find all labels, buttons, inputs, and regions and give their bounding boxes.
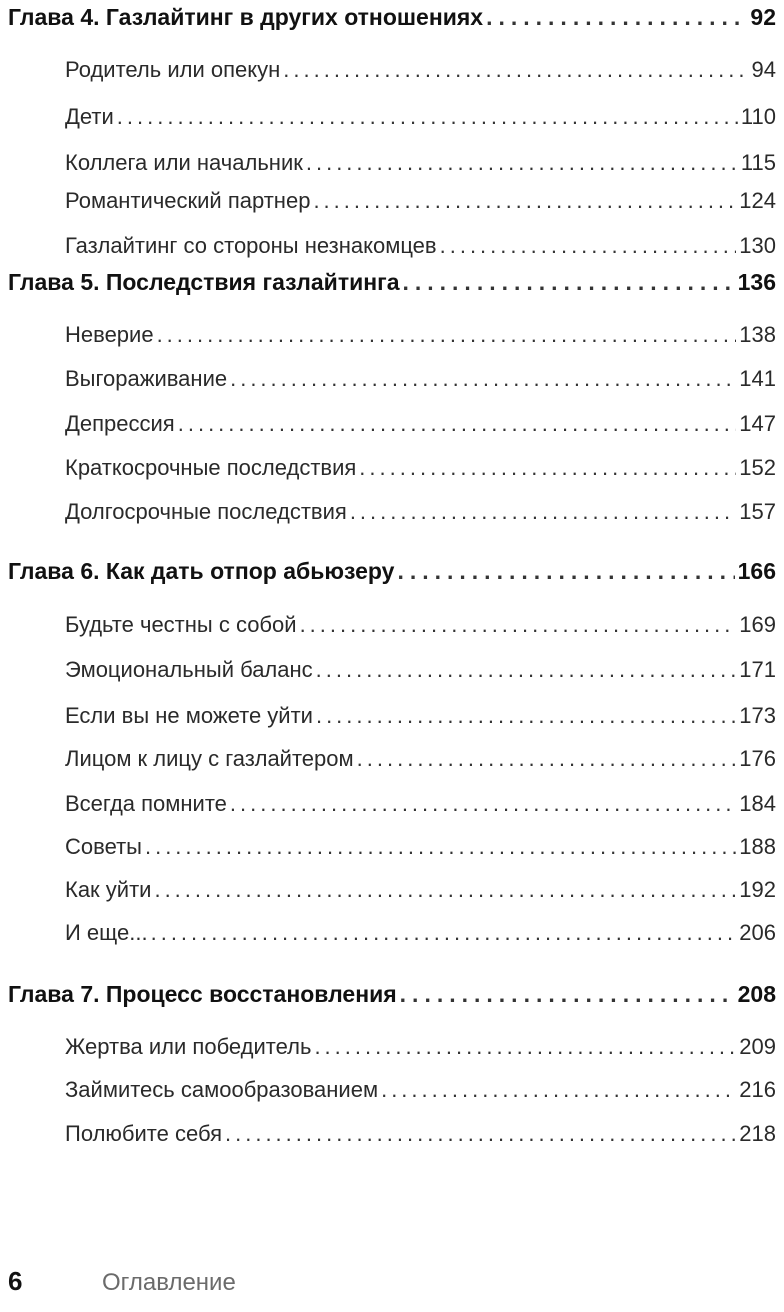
section-title: Лицом к лицу с газлайтером: [65, 746, 354, 771]
section-page-number: 157: [739, 499, 776, 524]
dot-leader: [397, 558, 734, 585]
section-entry[interactable]: [0, 233, 784, 259]
section-title: Полюбите себя: [65, 1121, 222, 1146]
section-page-number: 209: [739, 1034, 776, 1059]
dot-leader: [381, 1077, 736, 1103]
section-title: Будьте честны с собой: [65, 612, 297, 637]
section-entry[interactable]: [0, 657, 784, 683]
section-title: Краткосрочные последствия: [65, 455, 357, 480]
section-entry[interactable]: [0, 877, 784, 903]
section-title: Жертва или победитель: [65, 1034, 312, 1059]
section-page-number: 152: [739, 455, 776, 480]
section-entry[interactable]: [0, 499, 784, 525]
section-entry[interactable]: [0, 746, 784, 772]
dot-leader: [313, 188, 736, 214]
chapter-title: Глава 4. Газлайтинг в других отношениях: [8, 4, 484, 30]
chapter-page-number: 136: [737, 269, 776, 295]
dot-leader: [402, 269, 734, 296]
section-page-number: 138: [739, 322, 776, 347]
section-entry[interactable]: [0, 455, 784, 481]
dot-leader: [145, 834, 736, 860]
page-number: 6: [8, 1266, 23, 1296]
chapter-entry[interactable]: [0, 4, 784, 31]
section-page-number: 206: [739, 920, 776, 945]
section-entry[interactable]: [0, 703, 784, 729]
dot-leader: [283, 57, 748, 83]
dot-leader: [151, 920, 737, 946]
section-entry[interactable]: [0, 411, 784, 437]
section-page-number: 176: [739, 746, 776, 771]
section-entry[interactable]: [0, 920, 784, 946]
section-entry[interactable]: [0, 1034, 784, 1060]
section-page-number: 110: [740, 104, 776, 129]
chapter-page-number: 166: [737, 558, 776, 584]
dot-leader: [357, 746, 737, 772]
section-page-number: 216: [739, 1077, 776, 1102]
section-title: Депрессия: [65, 411, 175, 436]
section-title: Всегда помните: [65, 791, 227, 816]
section-entry[interactable]: [0, 1121, 784, 1147]
section-title: Эмоциональный баланс: [65, 657, 313, 682]
chapter-title: Глава 6. Как дать отпор абьюзеру: [8, 558, 395, 584]
dot-leader: [225, 1121, 736, 1147]
section-title: Родитель или опекун: [65, 57, 281, 82]
section-title: Долгосрочные последствия: [65, 499, 347, 524]
section-page-number: 124: [739, 188, 776, 213]
section-entry[interactable]: [0, 57, 784, 83]
section-page-number: 94: [751, 57, 776, 82]
section-page-number: 192: [739, 877, 776, 902]
dot-leader: [359, 455, 736, 481]
dot-leader: [486, 4, 747, 31]
section-page-number: 169: [739, 612, 776, 637]
section-title: Газлайтинг со стороны незнакомцев: [65, 233, 437, 258]
dot-leader: [117, 104, 738, 130]
chapter-title: Глава 7. Процесс восстановления: [8, 981, 397, 1007]
dot-leader: [314, 1034, 736, 1060]
dot-leader: [230, 791, 736, 817]
dot-leader: [178, 411, 737, 437]
section-title: Романтический партнер: [65, 188, 311, 213]
section-entry[interactable]: [0, 612, 784, 638]
section-title: Советы: [65, 834, 142, 859]
section-entry[interactable]: [0, 150, 784, 176]
section-title: Дети: [65, 104, 114, 129]
section-page-number: 173: [739, 703, 776, 728]
section-title: Займитесь самообразованием: [65, 1077, 379, 1102]
section-title: Неверие: [65, 322, 154, 347]
dot-leader: [316, 657, 737, 683]
section-page-number: 218: [739, 1121, 776, 1146]
section-entry[interactable]: [0, 104, 784, 130]
dot-leader: [154, 877, 736, 903]
chapter-entry[interactable]: [0, 558, 784, 585]
section-title: Если вы не можете уйти: [65, 703, 313, 728]
chapter-page-number: 208: [737, 981, 776, 1007]
section-entry[interactable]: [0, 1077, 784, 1103]
dot-leader: [350, 499, 736, 525]
section-title: Коллега или начальник: [65, 150, 303, 175]
section-title: Как уйти: [65, 877, 152, 902]
running-header-label: Оглавление: [102, 1269, 236, 1296]
section-entry[interactable]: [0, 834, 784, 860]
page-footer: [8, 1266, 236, 1297]
dot-leader: [400, 981, 735, 1008]
section-title: И еще...: [65, 920, 148, 945]
section-page-number: 184: [739, 791, 776, 816]
dot-leader: [157, 322, 737, 348]
section-page-number: 188: [739, 834, 776, 859]
dot-leader: [300, 612, 737, 638]
section-page-number: 171: [739, 657, 776, 682]
section-entry[interactable]: [0, 366, 784, 392]
section-title: Выгораживание: [65, 366, 228, 391]
chapter-entry[interactable]: [0, 981, 784, 1008]
section-entry[interactable]: [0, 791, 784, 817]
dot-leader: [316, 703, 736, 729]
dot-leader: [306, 150, 738, 176]
section-page-number: 141: [739, 366, 776, 391]
dot-leader: [440, 233, 737, 259]
section-page-number: 115: [740, 150, 776, 175]
dot-leader: [230, 366, 736, 392]
chapter-page-number: 92: [750, 4, 776, 30]
chapter-entry[interactable]: [0, 269, 784, 296]
section-page-number: 147: [739, 411, 776, 436]
section-entry[interactable]: [0, 188, 784, 214]
section-entry[interactable]: [0, 322, 784, 348]
section-page-number: 130: [739, 233, 776, 258]
chapter-title: Глава 5. Последствия газлайтинга: [8, 269, 400, 295]
